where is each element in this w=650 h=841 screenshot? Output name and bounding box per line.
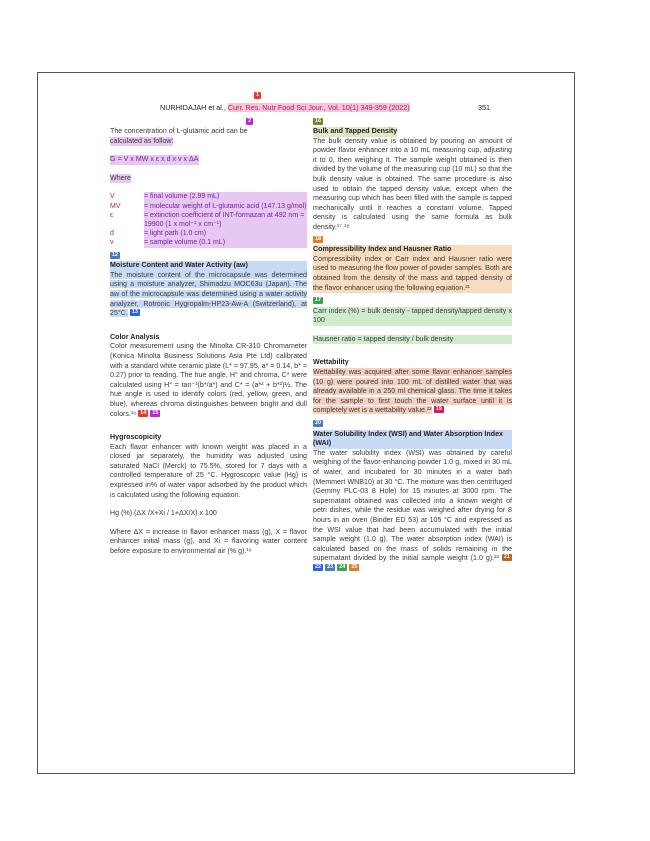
moisture-text: The moisture content of the microcapsule was determined using a moisture analyzer, Shimadzu MOC63u (Japan). The aw of the microcapsule was determined using a water activity analyzer, Rotronic Hygropalm-HP23-Aw-A (Switzerland), at 25°C.: [110, 270, 307, 318]
annotation-badge: 13: [131, 309, 138, 316]
compressibility-heading: Compressibility Index and Hausner Ratio: [313, 245, 512, 255]
moisture-heading: Moisture Content and Water Activity (aw): [110, 261, 307, 271]
left-column: [110, 118, 307, 557]
annotation-badge: 2: [248, 118, 252, 124]
definition-row: [110, 202, 307, 211]
header-journal: Curr. Res. Nutr Food Sci Jour., Vol. 10(1) 349-359 (2022): [227, 103, 410, 112]
def-key: d: [110, 230, 114, 238]
right-column: [313, 118, 512, 574]
definition-row: [110, 211, 307, 229]
color-text: Color measurement using the Minolta CR-310 Chromameter (Konica Minolta Business Solutions Asia Pte Ltd) calibrated with a standard white ceramic plate (L* = 97.95, a* = 0.14, b* = 0.27) prior to reading. The hue angle, H° and chroma, C* were calculated using H° = tan⁻¹(b*/a*) and C* = (a*² + b*²)½. The hue angle is used to identify colors (red, yellow, green, and blue), whereas chroma distinguishes between bright and dull colors.¹⁶: [110, 342, 307, 418]
annotation-badge: 15: [152, 409, 159, 416]
def-value: = molecular weight of L-glutamic acid (147.13 g/mol): [144, 202, 307, 210]
where-label: Where: [110, 173, 131, 182]
variable-definitions: [110, 192, 307, 247]
def-key: MV: [110, 202, 121, 210]
def-key: V: [110, 193, 115, 201]
annotation-badge: 1: [256, 92, 260, 98]
hausner-ratio-equation: Hausner ratio = tapped density / bulk density: [313, 335, 512, 345]
annotation-badge: 25: [351, 563, 358, 570]
header-authors: NURHIDAJAH et al.,: [160, 103, 226, 112]
annotation-badge: 16: [315, 118, 322, 124]
annotation-badge: 14: [140, 409, 147, 416]
def-value: = extinction coefficient of INT-formazan at 492 nm = 19900 (1 x mol⁻¹ x cm⁻¹): [144, 211, 307, 229]
intro-line-1: [110, 127, 307, 137]
compressibility-paragraph: Compressibility index or Carr index and Hausner ratio were used to measuring the flow power of powder samples. Both are obtained from the density of the mass and tapped density of the flavor enhancer using the following equation.²¹: [313, 254, 512, 292]
def-value: = light path (1.0 cm): [144, 229, 307, 238]
wettability-paragraph: [313, 368, 512, 416]
annotation-badge: 12: [112, 251, 119, 258]
annotation-badge: 20: [315, 420, 322, 427]
annotation-badge: 22: [315, 563, 322, 570]
color-paragraph: [110, 342, 307, 419]
carr-index-equation: Carr index (%) = bulk density - tapped density/tapped density x 100: [313, 306, 512, 325]
hygroscopicity-heading: Hygroscopicity: [110, 433, 162, 442]
annotation-badge: 17: [315, 297, 322, 304]
def-value: = sample volume (0.1 mL): [144, 238, 307, 247]
annotation-badge: 23: [327, 563, 334, 570]
annotation-badge: 21: [503, 554, 510, 561]
bulk-heading: Bulk and Tapped Density: [313, 127, 398, 135]
glutamic-equation: G = V x MW x ε x d x v x ΔA: [110, 155, 199, 164]
annotation-badge: 24: [339, 563, 346, 570]
annotation-badge: 19: [435, 406, 442, 413]
def-key: ε: [110, 211, 114, 219]
wsi-paragraph: [313, 449, 512, 574]
definition-row: [110, 229, 307, 238]
header-page-number: 351: [478, 103, 490, 112]
hygroscopicity-where: Where ΔX = increase in flavor enhancer mass (g), X = flavor enhancer initial mass (g), and Xi = flavoring water content before exposure to environmental air (% g).¹⁶: [110, 527, 307, 556]
def-value: = final volume (2.99 mL): [144, 192, 307, 201]
wsi-text: The water solubility index (WSI) was obtained by careful weighing of the flavor-enhancing powder 1.0 g, mixed in 30 mL of water, and incubated for 30 minutes in a water bath (Memmert WNB10) at 30 °C. The mixture was then centrifuged (Gemmy PLC-03 8 Hole) for 15 minutes at 3000 rpm. The supernatant obtained was collected into a known weight of petri dishes, while the residue was weighed after drying for 8 hours in an oven (Binder ED 53) at 105 °C and expressed as the WSI value that had been accumulated with the initial sample weight (1.0 g). The water absorption index (WAI) is calculated based on the mass of solids remaining in the supernatant divided by the initial sample weight (1.0 g).²³: [313, 448, 512, 563]
def-key: v: [110, 239, 114, 247]
hygroscopicity-equation: Hg (%) (ΔX /X+Xi / 1+ΔX/X) x 100: [110, 509, 217, 518]
wsi-heading: Water Solubility Index (WSI) and Water Absorption Index (WAI): [313, 430, 512, 449]
hygroscopicity-paragraph: Each flavor enhancer with known weight was placed in a closed jar separately, the humidity was adjusted using saturated NaCl (Merck) to 75.5%, stored for 7 days with a controlled temperature of 25 °C. Hygroscopic value (Hg) is expressed in% of water vapor adsorbed by the product which is calculated using the following equation.: [110, 442, 307, 499]
bulk-paragraph: The bulk density value is obtained by pouring an amount of powder flavor enhancer into a 10 mL measuring cup, adjusting it to 0, then weighing it. The sample weight obtained is then divided by the volume of the measuring cup (10 mL) so that the bulk density value is obtained. The same procedure is also used to obtain the tapped density value, except when the measuring cup which has been filled with the sample is tapped mechanically until it reaches a constant volume. Tapped density is calculated using the same formula as bulk density.¹⁷˒¹⁸: [313, 136, 512, 231]
color-heading: Color Analysis: [110, 332, 160, 341]
wettability-heading: Wettability: [313, 358, 349, 367]
intro-line-2: calculated as follow:: [110, 136, 174, 145]
running-header: [160, 92, 490, 112]
moisture-paragraph: [110, 271, 307, 319]
definition-row: [110, 192, 307, 201]
intro-text: The concentration of L-glutamic acid can be: [110, 127, 248, 135]
wettability-text: Wettability was acquired after some flavor enhancer samples (10 g) were poured into 100 mL of distilled water that was already available in a 250 ml chemical glass. The time it takes for the sample to first touch the water surface until it is completely wet is a wettability value.²²: [313, 368, 512, 415]
definition-row: [110, 238, 307, 247]
annotation-badge: 18: [315, 235, 322, 242]
